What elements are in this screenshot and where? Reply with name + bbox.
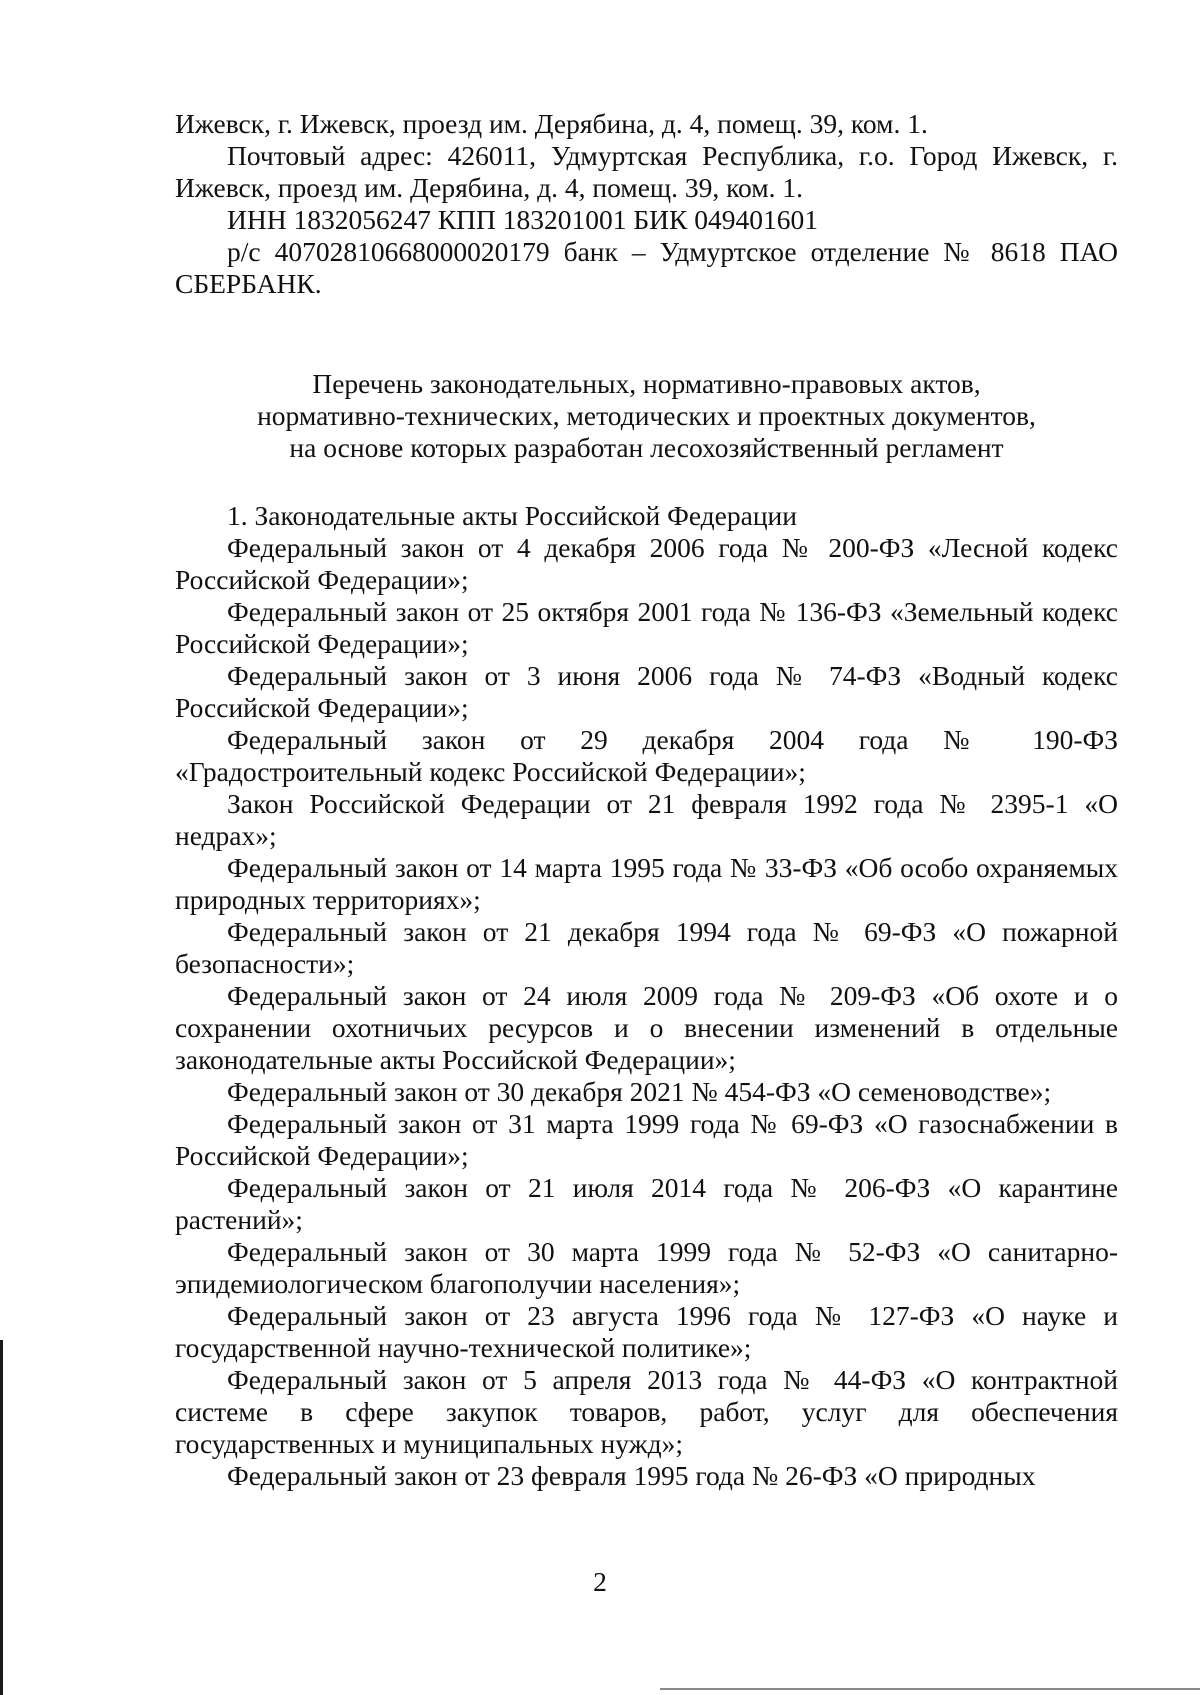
scan-bottom-rule [660,1688,1200,1690]
list-item: Федеральный закон от 24 июля 2009 года № 209-ФЗ «Об охоте и о сохранении охотничьих ресурсов и о внесении изменений в отдельные законодательные акты Российской Федерации»; [175,980,1118,1075]
title-line: нормативно-технических, методических и проектных документов, [257,400,1036,431]
address-continuation: Ижевск, г. Ижевск, проезд им. Дерябина, д. 4, помещ. 39, ком. 1. [175,108,928,139]
postal-address: Почтовый адрес: 426011, Удмуртская Республика, г.о. Город Ижевск, г. Ижевск, проезд им. Дерябина, д. 4, помещ. 39, ком. 1. [175,140,1118,203]
list-item: Федеральный закон от 14 марта 1995 года № 33-ФЗ «Об особо охраняемых природных территориях»; [175,852,1118,915]
section-heading: 1. Законодательные акты Российской Федерации [227,500,797,531]
list-item: Закон Российской Федерации от 21 февраля 1992 года № 2395-1 «О недрах»; [175,788,1118,851]
bank-account: р/с 40702810668000020179 банк – Удмуртское отделение № 8618 ПАО СБЕРБАНК. [175,236,1118,299]
title-line: Перечень законодательных, нормативно-правовых актов, [312,368,981,399]
list-item: Федеральный закон от 25 октября 2001 года № 136-ФЗ «Земельный кодекс Российской Федерации»; [175,596,1118,659]
page-number: 2 [593,1566,607,1597]
scan-edge-mark [0,1340,3,1695]
list-item: Федеральный закон от 4 декабря 2006 года № 200-ФЗ «Лесной кодекс Российской Федерации»; [175,532,1118,595]
list-item: Федеральный закон от 3 июня 2006 года № 74-ФЗ «Водный кодекс Российской Федерации»; [175,660,1118,723]
organization-details [175,108,1118,300]
list-item: Федеральный закон от 21 декабря 1994 года № 69-ФЗ «О пожарной безопасности»; [175,916,1118,979]
list-item: Федеральный закон от 29 декабря 2004 года № 190-ФЗ «Градостроительный кодекс Российской Федерации»; [175,724,1118,787]
list-item: Федеральный закон от 23 февраля 1995 года № 26-ФЗ «О природных [227,1460,1036,1491]
legislation-list [175,500,1118,1492]
list-item: Федеральный закон от 30 декабря 2021 № 454-ФЗ «О семеноводстве»; [227,1076,1052,1107]
list-item: Федеральный закон от 21 июля 2014 года № 206-ФЗ «О карантине растений»; [175,1172,1118,1235]
list-item: Федеральный закон от 30 марта 1999 года № 52-ФЗ «О санитарно-эпидемиологическом благополучии населения»; [175,1236,1118,1299]
title-line: на основе которых разработан лесохозяйственный регламент [289,432,1004,463]
list-item: Федеральный закон от 31 марта 1999 года № 69-ФЗ «О газоснабжении в Российской Федерации»; [175,1108,1118,1171]
tax-ids: ИНН 1832056247 КПП 183201001 БИК 049401601 [227,204,819,235]
list-item: Федеральный закон от 23 августа 1996 года № 127-ФЗ «О науке и государственной научно-технической политике»; [175,1300,1118,1363]
list-item: Федеральный закон от 5 апреля 2013 года № 44-ФЗ «О контрактной системе в сфере закупок товаров, работ, услуг для обеспечения государственных и муниципальных нужд»; [175,1364,1118,1459]
document-title [175,368,1118,464]
